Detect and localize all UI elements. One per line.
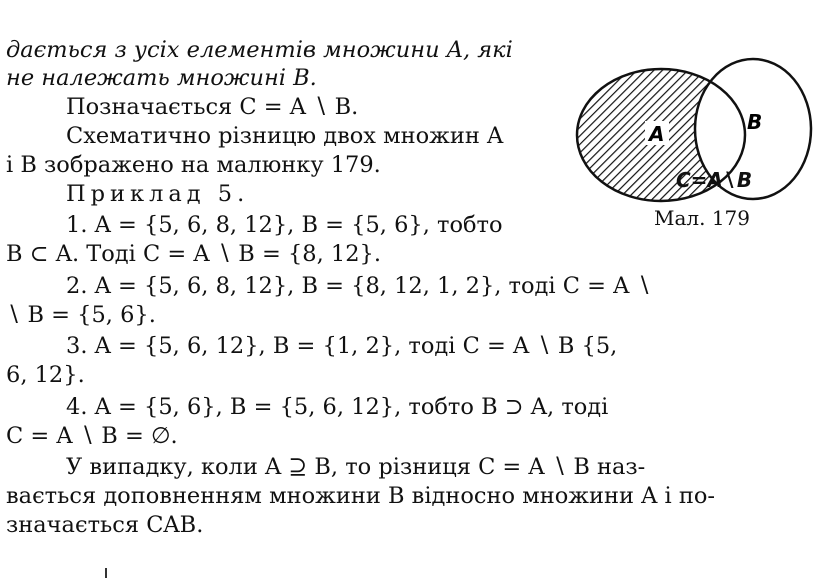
text-line-2: не належать множині B.: [6, 65, 317, 91]
text-line-11: 3. A = {5, 6, 12}, B = {1, 2}, тоді C = A ∖ B {5,: [66, 333, 618, 359]
example-heading: Приклад 5.: [66, 181, 250, 207]
label-a: A: [649, 122, 665, 146]
text-line-5: і B зображено на малюнку 179.: [6, 152, 381, 178]
text-line-1: дається з усіх елементів множини A, які: [6, 37, 513, 63]
text-line-8: B ⊂ A. Тоді C = A ∖ B = {8, 12}.: [6, 241, 381, 267]
text-line-9: 2. A = {5, 6, 8, 12}, B = {8, 12, 1, 2}, тоді C = A ∖: [66, 273, 651, 299]
text-line-4: Схематично різницю двох множин A: [66, 123, 504, 149]
text-line-12: 6, 12}.: [6, 362, 85, 388]
text-line-10: ∖ B = {5, 6}.: [6, 302, 156, 328]
figure-formula: C=A∖B: [676, 168, 753, 192]
text-line-3: Позначається C = A ∖ B.: [66, 94, 359, 120]
text-line-15: У випадку, коли A ⊇ B, то різниця C = A ∖ B наз-: [66, 454, 646, 480]
label-b: B: [747, 110, 763, 134]
text-line-16: вається доповненням множини B відносно множини A і по-: [6, 483, 715, 509]
figure-caption: Мал. 179: [654, 206, 750, 230]
page-mark: [105, 568, 107, 578]
text-line-7: 1. A = {5, 6, 8, 12}, B = {5, 6}, тобто: [66, 212, 503, 238]
text-line-14: C = A ∖ B = ∅.: [6, 423, 178, 449]
text-line-17: значається CAB.: [6, 512, 204, 538]
text-line-13: 4. A = {5, 6}, B = {5, 6, 12}, тобто B ⊃ A, тоді: [66, 394, 609, 420]
